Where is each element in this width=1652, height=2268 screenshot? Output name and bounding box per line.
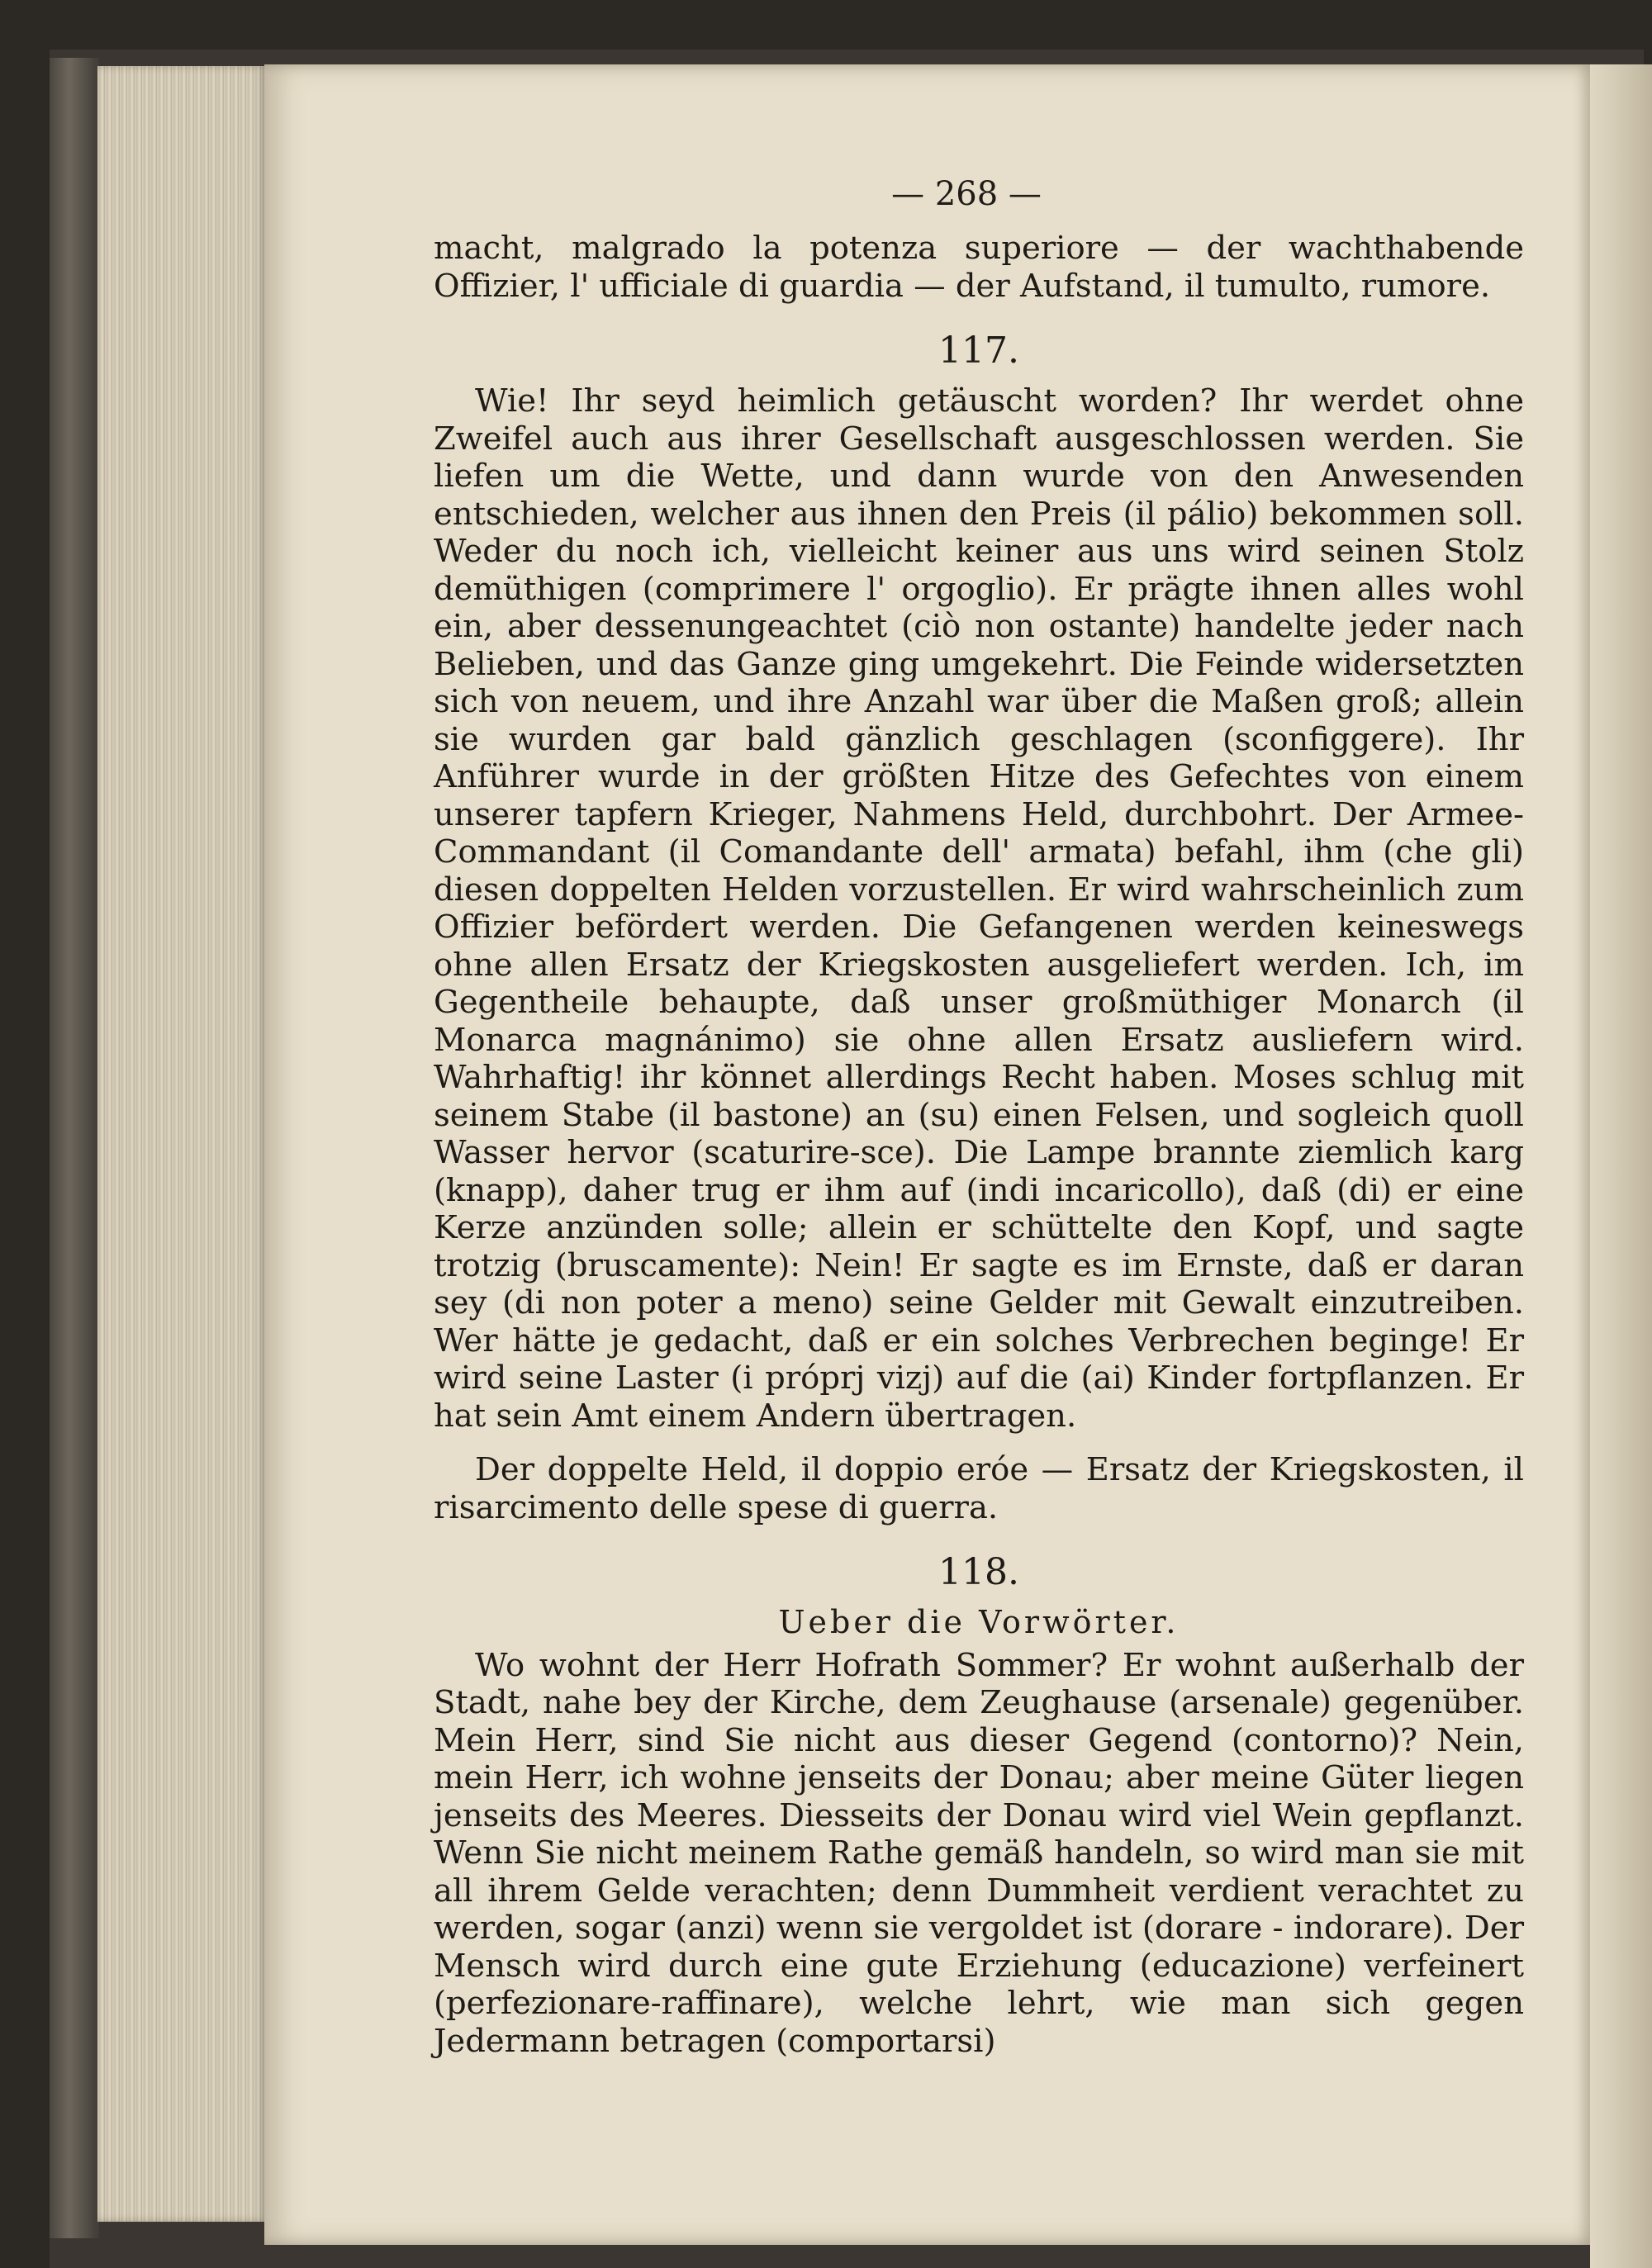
paragraph-gap [434, 1435, 1524, 1451]
section-118-paragraph-1: Wo wohnt der Herr Hofrath Sommer? Er wohnt außerhalb der Stadt, nahe bey der Kirche, dem Zeughause (arsenale) gegenüber. Mein Herr, sind Sie nicht aus dieser Gegend (contorno)? Nein, mein Herr, ich wohne jenseits der Donau; aber meine Güter liegen jenseits des Meeres. Diesseits der Donau wird viel Wein gepflanzt. Wenn Sie nicht meinem Rathe gemäß handeln, so wird man sie mit all ihrem Gelde verachten; denn Dummheit verdient verachtet zu werden, sogar (anzi) wenn sie vergoldet ist (dorare - indorare). Der Mensch wird durch eine gute Erziehung (educazione) verfeinert (perfezionare-raffinare), welche lehrt, wie man sich gegen Jedermann betragen (comportarsi) [434, 1646, 1524, 2060]
folio-dash-left: — [891, 175, 925, 213]
section-number-117: 117. [938, 330, 1019, 372]
section-number-118: 118. [938, 1551, 1019, 1593]
text-block [434, 230, 1524, 2060]
section-117-paragraph-1: Wie! Ihr seyd heimlich getäuscht worden? Ihr werdet ohne Zweifel auch aus ihrer Gesellschaft ausgeschlossen werden. Sie liefen um die Wette, und dann wurde von den Anwesenden entschieden, welcher aus ihnen den Preis (il pálio) bekommen soll. Weder du noch ich, vielleicht keiner aus uns wird seinen Stolz demüthigen (comprimere l' orgoglio). Er prägte ihnen alles wohl ein, aber dessenungeachtet (ciò non ostante) handelte jeder nach Belieben, und das Ganze ging umgekehrt. Die Feinde widersetzten sich von neuem, und ihre Anzahl war über die Maßen groß; allein sie wurden gar bald gänzlich geschlagen (sconfiggere). Ihr Anführer wurde in der größten Hitze des Gefechtes von einem unserer tapfern Krieger, Nahmens Held, durchbohrt. Der Armee-Commandant (il Comandante dell' armata) befahl, ihm (che gli) diesen doppelten Helden vorzustellen. Er wird wahrscheinlich zum Offizier befördert werden. Die Gefangenen werden keineswegs ohne allen Ersatz der Kriegskosten ausgeliefert werden. Ich, im Gegentheile behaupte, daß unser großmüthiger Monarch (il Monarca magnánimo) sie ohne allen Ersatz ausliefern wird. Wahrhaftig! ihr könnet allerdings Recht haben. Moses schlug mit seinem Stabe (il bastone) an (su) einen Felsen, und sogleich quoll Wasser hervor (scaturire-sce). Die Lampe brannte ziemlich karg (knapp), daher trug er ihm auf (indi incaricollo), daß (di) er eine Kerze anzünden solle; allein er schüttelte den Kopf, und sagte trotzig (bruscamente): Nein! Er sagte es im Ernste, daß er daran sey (di non poter a meno) seine Gelder mit Gewalt einzutreiben. Wer hätte je gedacht, daß er ein solches Verbrechen beginge! Er wird seine Laster (i próprj vizj) auf die (ai) Kinder fortpflanzen. Er hat sein Amt einem Andern übertragen. [434, 382, 1524, 1435]
section-117-paragraph-2: Der doppelte Held, il doppio eróe — Ersatz der Kriegskosten, il risarcimento delle spese di guerra. [434, 1451, 1524, 1526]
page-header [859, 175, 1074, 213]
book-cover-edge [50, 58, 99, 2238]
intro-paragraph: macht, malgrado la potenza superiore — der wachthabende Offizier, l' ufficiale di guardia — der Aufstand, il tumulto, rumore. [434, 230, 1524, 305]
right-page-edge [1590, 64, 1652, 2268]
page-edges [97, 66, 267, 2222]
page-number: 268 [934, 175, 999, 213]
folio-dash-right: — [1008, 175, 1042, 213]
section-118-subheading: Ueber die Vorwörter. [778, 1604, 1180, 1640]
